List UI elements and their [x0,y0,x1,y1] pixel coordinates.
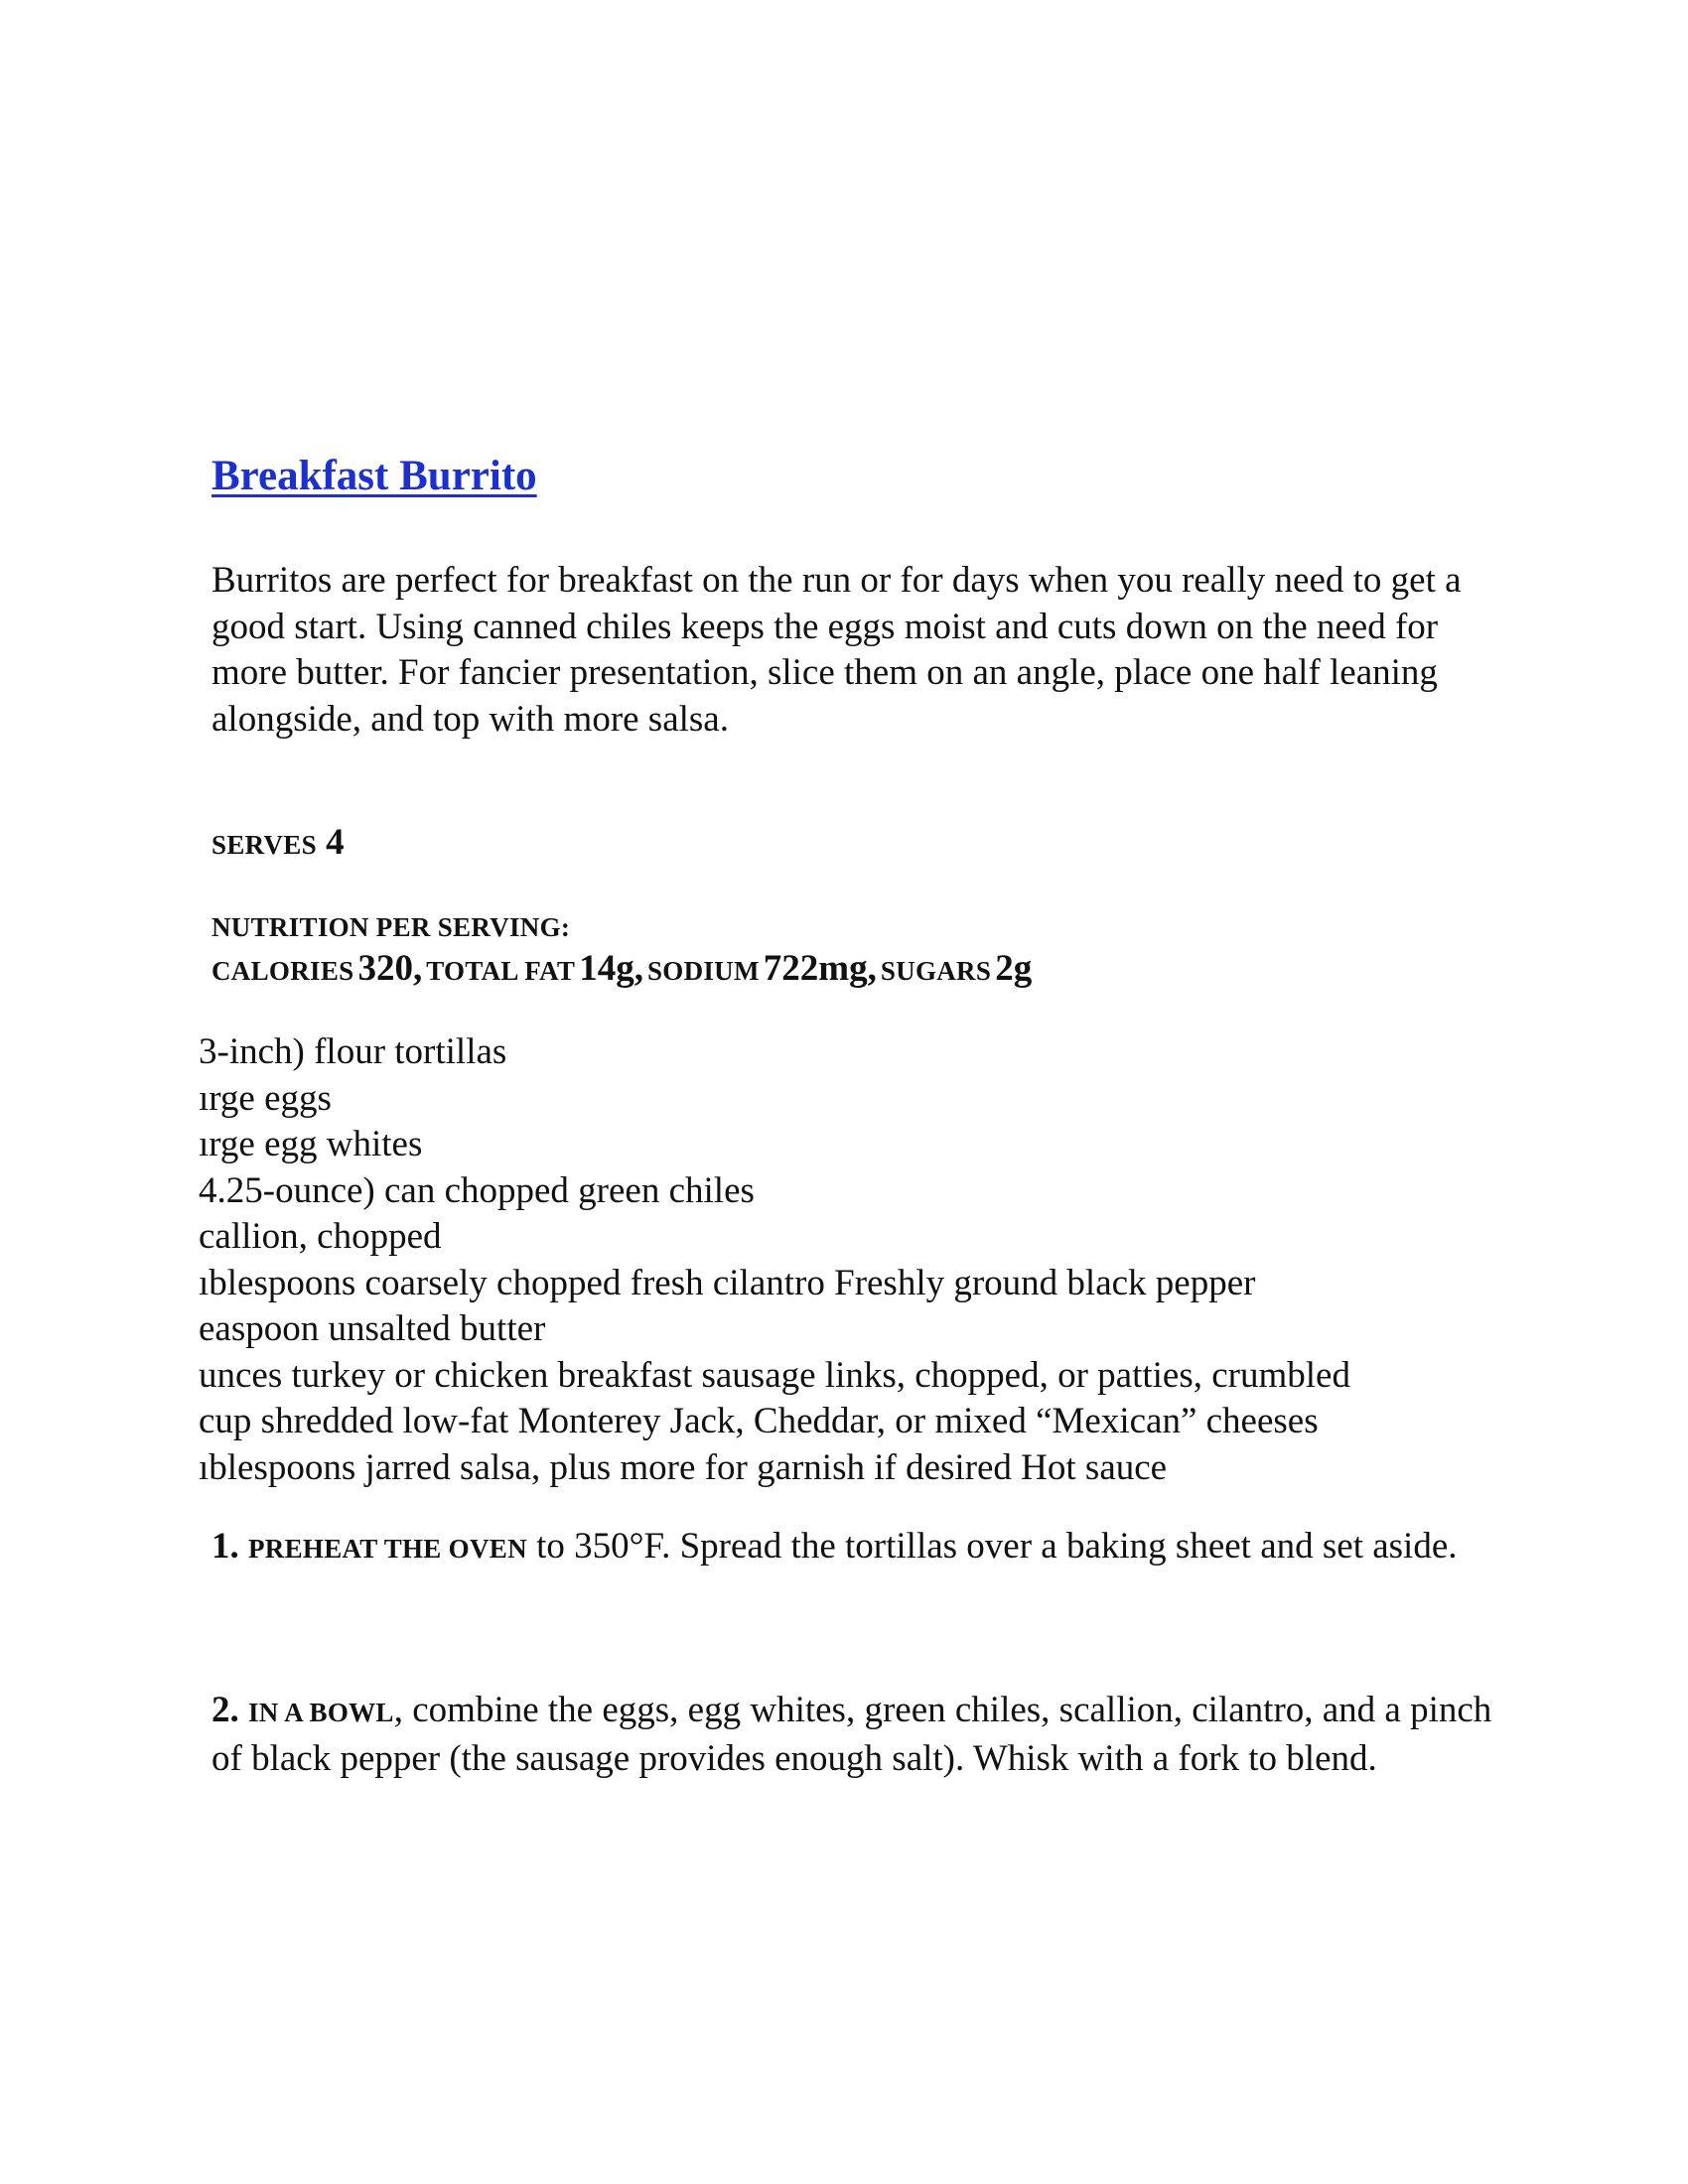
nutrition-heading: NUTRITION PER SERVING: [211,912,571,942]
recipe-intro: Burritos are perfect for breakfast on the run or for days when you really need to get a good start. Using canned chiles keeps the eggs moist and cuts down on the need for more butter. For fancier presentation, slice them on an angle, place one half leaning alongside, and top with more salsa. [211,560,1462,740]
sodium-label: SODIUM [646,956,760,986]
ingredient-item: ırge eggs [199,1077,332,1119]
calories-label: CALORIES [211,956,354,986]
sugars-value: 2g [995,948,1033,989]
ingredient-item: ıblespoons jarred salsa, plus more for garnish if desired Hot sauce [199,1446,1168,1488]
step-text: , combine the eggs, egg whites, green chiles, scallion, cilantro, and a pinch of black pepper (the sausage provides enough salt). Whisk with a fork to blend. [211,1690,1492,1779]
fat-value: 14g, [579,948,643,989]
step-1 [211,1524,1502,1572]
step-text: to 350°F. Spread the tortillas over a baking sheet and set aside. [526,1526,1458,1567]
sugars-label: SUGARS [880,956,992,986]
recipe-title-link[interactable]: Breakfast Burrito [211,453,537,499]
ingredient-item: 3-inch) flour tortillas [199,1031,507,1072]
ingredient-item: ırge egg whites [199,1124,423,1164]
step-number: 1. [211,1526,239,1567]
ingredient-item: unces turkey or chicken breakfast sausage links, chopped, or patties, crumbled [199,1354,1350,1396]
serves-line [211,820,345,868]
fat-label: TOTAL FAT [426,956,576,986]
ingredient-item: cup shredded low-fat Monterey Jack, Cheddar, or mixed “Mexican” cheeses [199,1401,1319,1441]
ingredient-item: ıblespoons coarsely chopped fresh cilantro Freshly ground black pepper [199,1262,1256,1303]
ingredient-list [199,1029,1589,1491]
step-lead: PREHEAT THE OVEN [248,1534,527,1564]
step-2 [211,1688,1502,1782]
serves-label: SERVES [211,830,317,860]
serves-value: 4 [326,822,345,863]
ingredient-item: 4.25-ounce) can chopped green chiles [199,1169,755,1211]
calories-value: 320, [357,948,423,989]
nutrition-values [211,946,1032,999]
step-number: 2. [211,1690,239,1730]
step-lead: IN A BOWL [248,1698,394,1727]
ingredient-item: callion, chopped [199,1216,442,1257]
ingredient-item: easpoon unsalted butter [199,1308,546,1349]
sodium-value: 722mg, [763,948,877,989]
